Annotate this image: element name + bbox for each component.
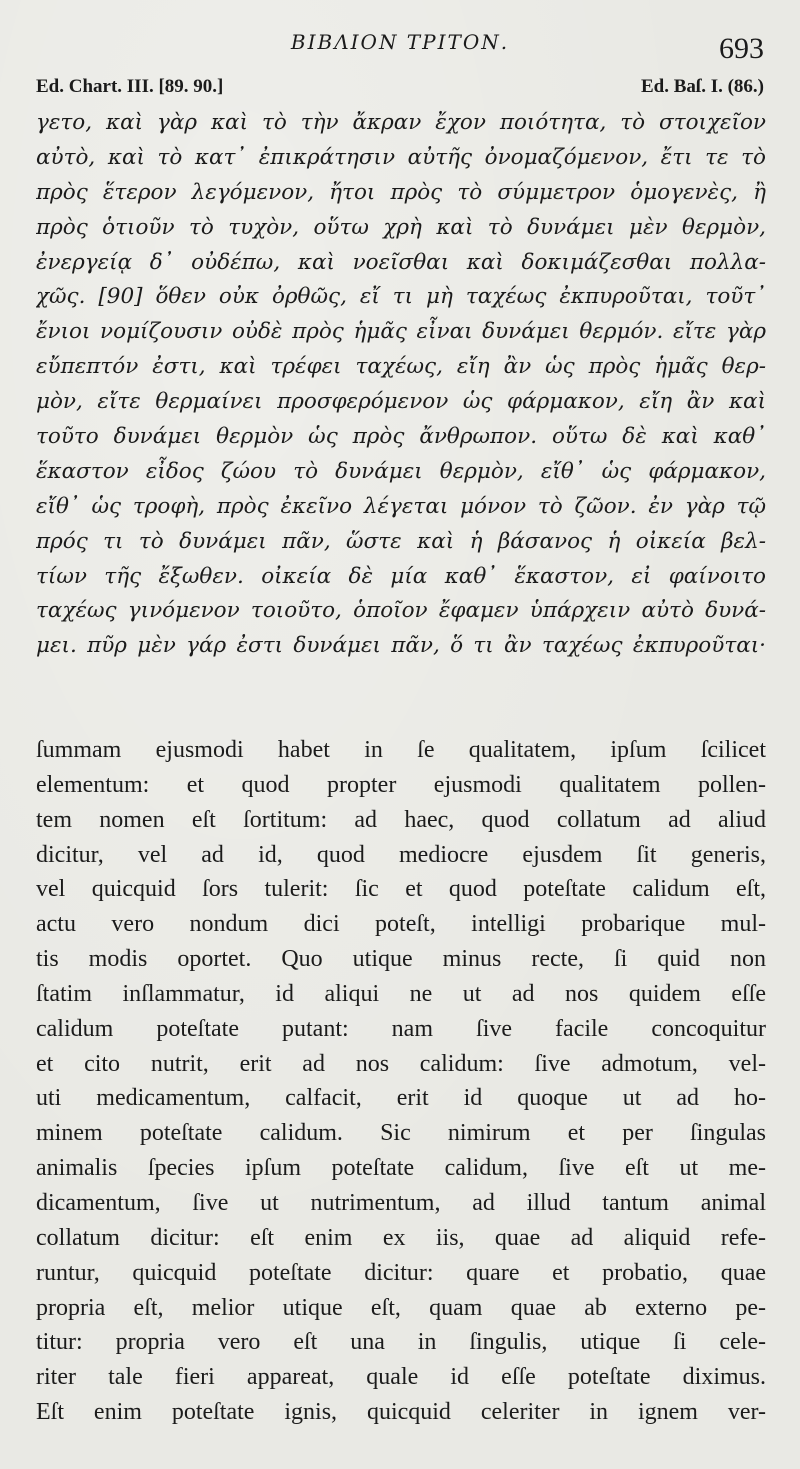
greek-line: ἕκαστον εἶδος ζώου τὸ δυνάμει θερμὸν, εἴθ᾽ ὡς φάρμακον, [36, 458, 766, 484]
greek-line: πρὸς ὁτιοῦν τὸ τυχὸν, οὕτω χρὴ καὶ τὸ δυνάμει μὲν θερμὸν, [36, 214, 766, 240]
latin-line: minem poteſtate calidum. Sic nimirum et per ſingulas [36, 1120, 766, 1147]
latin-line: riter tale fieri appareat, quale id eſſe poteſtate diximus. [36, 1364, 766, 1391]
latin-line: propria eſt, melior utique eſt, quam quae ab externo pe- [36, 1294, 766, 1321]
latin-line: et cito nutrit, erit ad nos calidum: ſive admotum, vel- [36, 1050, 766, 1077]
latin-line: animalis ſpecies ipſum poteſtate calidum, ſive eſt ut me- [36, 1155, 766, 1182]
greek-line: τοῦτο δυνάμει θερμὸν ὡς πρὸς ἄνθρωπον. οὕτω δὲ καὶ καθ᾽ [36, 424, 766, 450]
greek-line: ἔνιοι νομίζουσιν οὐδὲ πρὸς ἡμᾶς εἶναι δυνάμει θερμόν. εἴτε γὰρ [36, 319, 766, 345]
latin-line: actu vero nondum dici poteſt, intelligi probarique mul- [36, 911, 766, 938]
running-title: ΒΙΒΛΙΟΝ ΤΡΙΤΟΝ. [290, 30, 510, 54]
greek-line: ἐνεργείᾳ δ᾽ οὐδέπω, καὶ νοεῖσθαι καὶ δοκιμάζεσθαι πολλα- [36, 249, 766, 275]
greek-line: πρὸς ἕτερον λεγόμενον, ἤτοι πρὸς τὸ σύμμετρον ὁμογενὲς, ἢ [36, 179, 766, 205]
greek-line: χῶς. [90] ὅθεν οὐκ ὀρθῶς, εἴ τι μὴ ταχέως ἐκπυροῦται, τοῦτ᾽ [36, 284, 766, 310]
edition-reference-row [36, 76, 764, 104]
greek-line: αὐτὸ, καὶ τὸ κατ᾽ ἐπικράτησιν αὐτῆς ὀνομαζόμενον, ἔτι τε τὸ [36, 144, 766, 170]
latin-line: dicamentum, ſive ut nutrimentum, ad illud tantum animal [36, 1189, 766, 1216]
latin-line: tem nomen eſt ſortitum: ad haec, quod collatum ad aliud [36, 806, 766, 833]
greek-line: μει. πῦρ μὲν γάρ ἐστι δυνάμει πᾶν, ὅ τι ἂν ταχέως ἐκπυροῦται· [36, 633, 766, 659]
edition-reference-left: Ed. Chart. III. [89. 90.] [36, 76, 224, 97]
greek-line: ταχέως γινόμενον τοιοῦτο, ὁποῖον ἔφαμεν ὑπάρχειν αὐτὸ δυνά- [36, 598, 766, 624]
greek-line: πρός τι τὸ δυνάμει πᾶν, ὥστε καὶ ἡ βάσανος ἡ οἰκεία βελ- [36, 528, 766, 554]
latin-line: tis modis oportet. Quo utique minus recte, ſi quid non [36, 946, 766, 973]
latin-line: vel quicquid ſors tulerit: ſic et quod poteſtate calidum eſt, [36, 876, 766, 903]
greek-line: γετο, καὶ γὰρ καὶ τὸ τὴν ἄκραν ἔχον ποιότητα, τὸ στοιχεῖον [36, 110, 766, 135]
latin-line: Eſt enim poteſtate ignis, quicquid celeriter in ignem ver- [36, 1399, 766, 1426]
latin-line: elementum: et quod propter ejusmodi qualitatem pollen- [36, 771, 766, 798]
latin-line: collatum dicitur: eſt enim ex iis, quae ad aliquid refe- [36, 1224, 766, 1251]
latin-line: titur: propria vero eſt una in ſingulis, utique ſi cele- [36, 1329, 766, 1356]
latin-text-block [36, 733, 766, 1430]
section-gap [36, 670, 766, 730]
greek-line: εἴθ᾽ ὡς τροφὴ, πρὸς ἐκεῖνο λέγεται μόνον τὸ ζῶον. ἐν γὰρ τῷ [36, 493, 766, 519]
greek-text-block [36, 106, 766, 664]
latin-line: dicitur, vel ad id, quod mediocre ejusdem ſit generis, [36, 841, 766, 868]
page-number: 693 [719, 32, 764, 65]
latin-line: ſummam ejusmodi habet in ſe qualitatem, ipſum ſcilicet [36, 737, 766, 763]
greek-line: μὸν, εἴτε θερμαίνει προσφερόμενον ὡς φάρμακον, εἴη ἂν καὶ [36, 389, 766, 415]
greek-line: εὔπεπτόν ἐστι, καὶ τρέφει ταχέως, εἴη ἂν ὡς πρὸς ἡμᾶς θερ- [36, 354, 766, 380]
latin-line: runtur, quicquid poteſtate dicitur: quare et probatio, quae [36, 1259, 766, 1286]
latin-line: ſtatim inſlammatur, id aliqui ne ut ad nos quidem eſſe [36, 980, 766, 1007]
greek-line: τίων τῆς ἔξωθεν. οἰκεία δὲ μία καθ᾽ ἕκαστον, εἰ φαίνοιτο [36, 563, 766, 589]
edition-reference-right: Ed. Baſ. I. (86.) [641, 76, 764, 97]
latin-line: calidum poteſtate putant: nam ſive facile concoquitur [36, 1015, 766, 1042]
latin-line: uti medicamentum, calfacit, erit id quoque ut ad ho- [36, 1085, 766, 1112]
